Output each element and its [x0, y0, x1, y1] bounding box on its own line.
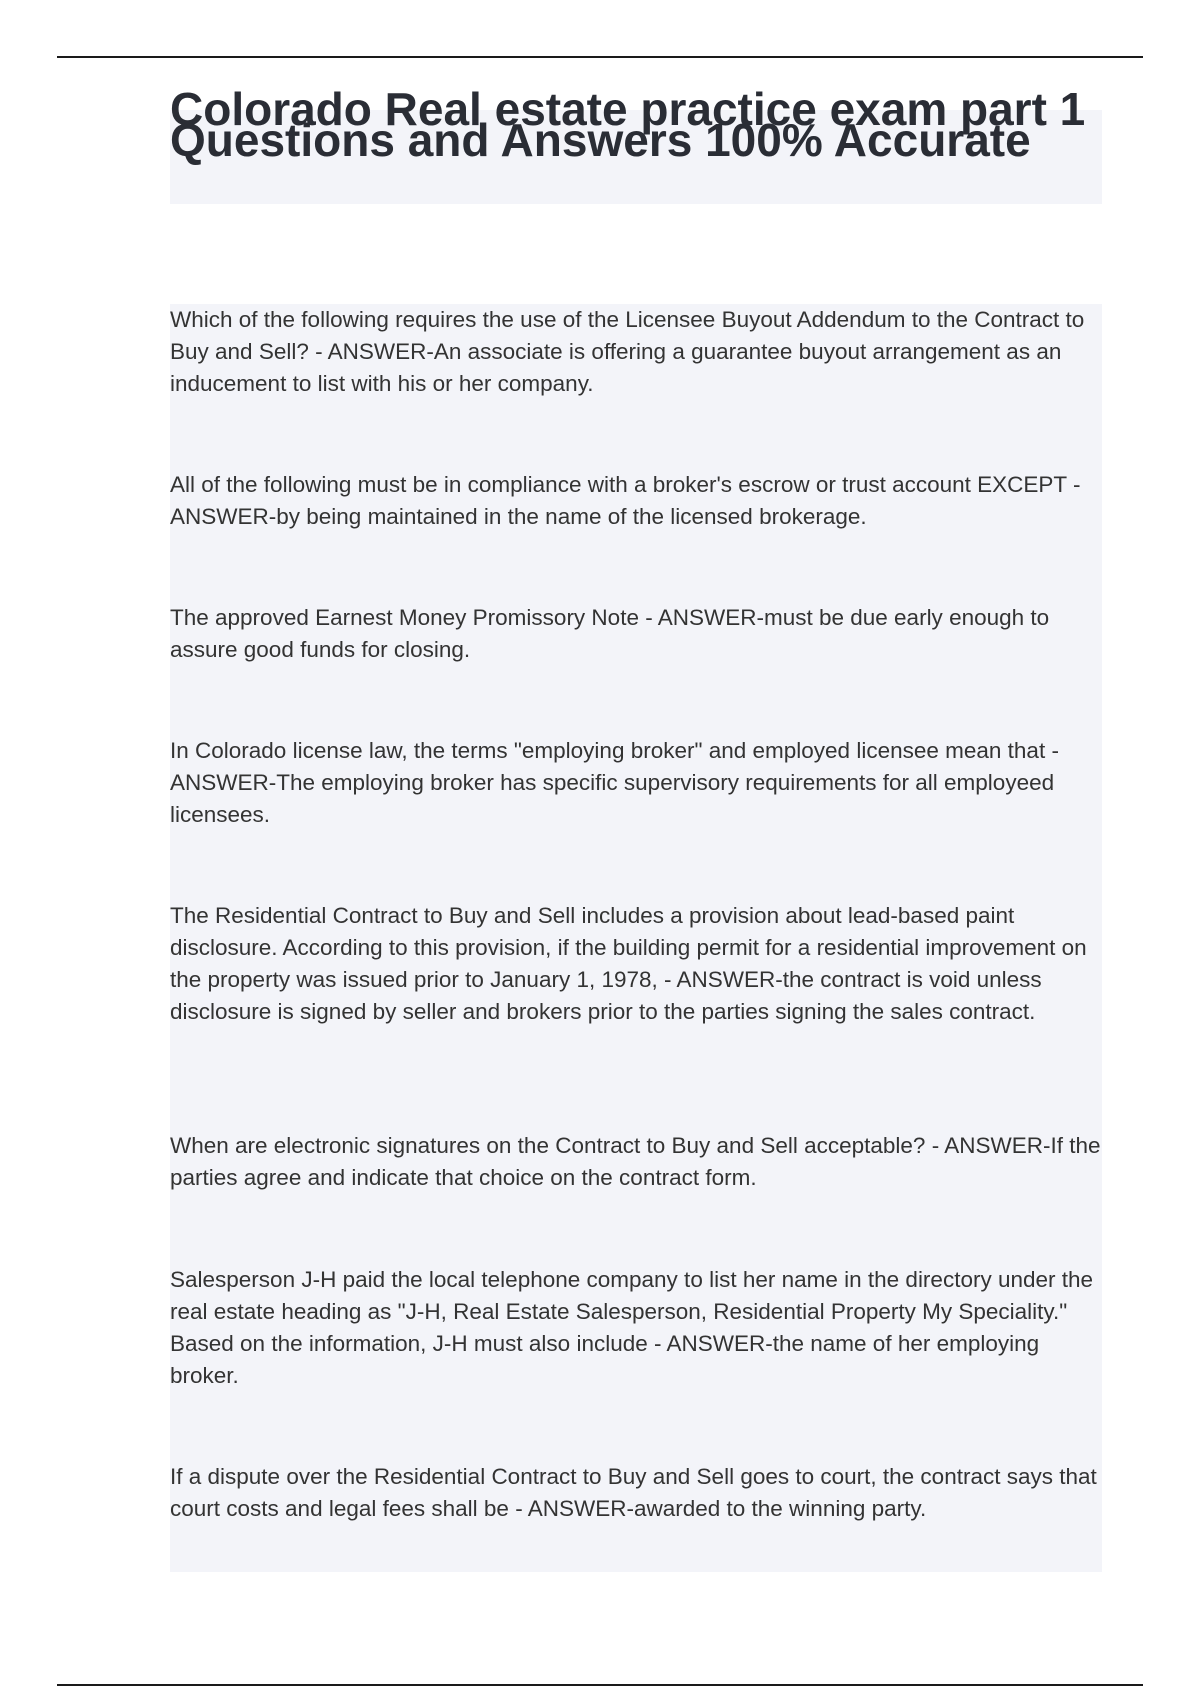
qa-item: If a dispute over the Residential Contract to Buy and Sell goes to court, the contract says that court costs and legal fees shall be - ANSWER-awarded to the winning party. [170, 1464, 1097, 1521]
qa-item: The Residential Contract to Buy and Sell includes a provision about lead-based paint disclosure. According to this provision, if the building permit for a residential improvement on the property was issued prior to January 1, 1978, - ANSWER-the contract is void unless disclosure is signed by seller and brokers prior to the parties signing the sales contract. [170, 903, 1087, 1024]
qa-item: All of the following must be in compliance with a broker's escrow or trust account EXCEPT - ANSWER-by being maintained in the name of the licensed brokerage. [170, 472, 1081, 529]
qa-item: Which of the following requires the use of the Licensee Buyout Addendum to the Contract to Buy and Sell? - ANSWER-An associate is offering a guarantee buyout arrangement as an inducement to list with his or her company. [170, 307, 1085, 396]
qa-item: When are electronic signatures on the Contract to Buy and Sell acceptable? - ANSWER-If the parties agree and indicate that choice on the contract form. [170, 1133, 1101, 1190]
qa-item: Salesperson J-H paid the local telephone company to list her name in the directory under the real estate heading as "J-H, Real Estate Salesperson, Residential Property My Speciality." Based on the information, J-H must also include - ANSWER-the name of her employing broker. [170, 1267, 1094, 1388]
document-title: Colorado Real estate practice exam part 1 Questions and Answers 100% Accurate [170, 83, 1086, 166]
qa-item: In Colorado license law, the terms "employing broker" and employed licensee mean that - ANSWER-The employing broker has specific supervisory requirements for all employeed licensees. [170, 738, 1059, 827]
qa-item: The approved Earnest Money Promissory Note - ANSWER-must be due early enough to assure good funds for closing. [170, 605, 1050, 662]
top-rule [57, 56, 1143, 58]
bottom-rule [57, 1684, 1143, 1686]
